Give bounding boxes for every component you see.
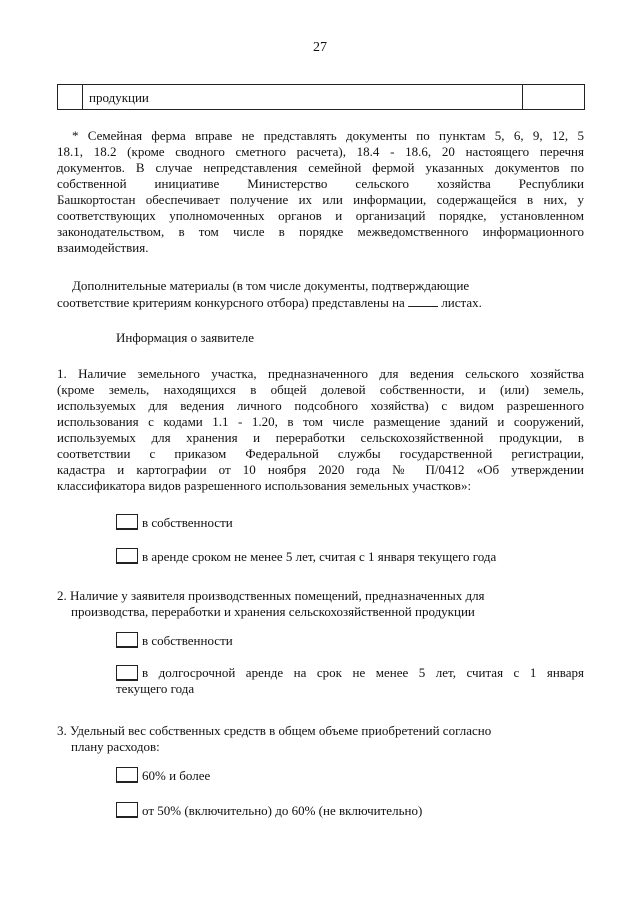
item-3-option-50-60[interactable]: [116, 802, 422, 819]
table-cell: продукции: [89, 90, 149, 105]
text-line: законодательством, в том числе в порядке межведомственного информационного: [57, 224, 584, 239]
footnote-first-line: [72, 128, 584, 144]
document-table: [57, 84, 585, 110]
text-line: производства, переработки и хранения сельскохозяйственной продукции: [71, 604, 475, 619]
text-line: документов. В случае непредставления семейной фермой указанных документов по: [57, 160, 584, 175]
text-line: (кроме земель, находящихся в общей долевой собственности, и (или) земель,: [57, 382, 584, 397]
option-label-continuation: текущего года: [116, 681, 195, 696]
text-line: Башкортостан обеспечивает получение их или информации, содержащейся в них, у: [57, 192, 584, 207]
text-line: использования с кодами 1.1 - 1.20, в том числе размещение зданий и сооружений,: [57, 414, 584, 429]
text-line: 18.1, 18.2 (кроме сводного сметного расчета), 18.4 - 18.6, 20 настоящего перечня: [57, 144, 584, 159]
item-2-text: [57, 588, 584, 620]
checkbox[interactable]: [116, 767, 138, 783]
table-divider: [82, 85, 83, 109]
text-line: 2. Наличие у заявителя производственных помещений, предназначенных для: [57, 588, 485, 603]
text-line: кадастра и картографии от 10 ноября 2020 года № П/0412 «Об утверждении: [57, 462, 584, 477]
checkbox[interactable]: [116, 802, 138, 818]
text-line: Дополнительные материалы (в том числе документы, подтверждающие: [72, 278, 470, 293]
item-1-text: [57, 366, 584, 494]
item-3-text: [57, 723, 584, 755]
text-line: собственной инициативе Министерство сельского хозяйства Республики: [57, 176, 584, 191]
text-line: соответствующих уполномоченных органов и организаций порядке, установленном: [57, 208, 584, 223]
footnote-paragraph: [57, 144, 584, 256]
option-label: в долгосрочной аренде на срок не менее 5 лет, считая с 1 января: [142, 665, 584, 680]
checkbox[interactable]: [116, 632, 138, 648]
checkbox[interactable]: [116, 665, 138, 681]
additional-materials-line: [72, 278, 542, 294]
option-label: в аренде сроком не менее 5 лет, считая с 1 января текущего года: [142, 549, 497, 564]
additional-materials-count: [57, 295, 577, 311]
option-label: в собственности: [142, 633, 233, 648]
text-line: листах.: [438, 295, 482, 310]
text-line: * Семейная ферма вправе не представлять документы по пунктам 5, 6, 9, 12, 5: [72, 128, 584, 143]
item-1-option-own[interactable]: [116, 514, 233, 531]
page-number: 27: [313, 40, 327, 55]
option-label: 60% и более: [142, 768, 211, 783]
text-line: соответствии с приказом Федеральной службы государственной регистрации,: [57, 446, 584, 461]
item-2-option-own[interactable]: [116, 632, 233, 649]
text-line: используемых для хранения и переработки сельскохозяйственной продукции, в: [57, 430, 584, 445]
checkbox[interactable]: [116, 548, 138, 564]
text-line: плану расходов:: [71, 739, 160, 754]
text-line: классификатора видов разрешенного использования земельных участков»:: [57, 478, 472, 493]
option-label: в собственности: [142, 515, 233, 530]
blank-field: [408, 295, 438, 307]
item-3-option-60-plus[interactable]: [116, 767, 210, 784]
checkbox[interactable]: [116, 514, 138, 530]
item-2-option-lease[interactable]: [116, 665, 584, 697]
text-line: 3. Удельный вес собственных средств в общем объеме приобретений согласно: [57, 723, 492, 738]
text-line: соответствие критериям конкурсного отбора) представлены на: [57, 295, 409, 310]
text-line: взаимодействия.: [57, 240, 149, 255]
text-line: 1. Наличие земельного участка, предназначенного для ведения сельского хозяйства: [57, 366, 584, 381]
section-heading: Информация о заявителе: [116, 330, 255, 345]
option-label: от 50% (включительно) до 60% (не включительно): [142, 803, 423, 818]
text-line: используемых для ведения личного подсобного хозяйства) с видом разрешенного: [57, 398, 584, 413]
item-1-option-lease[interactable]: [116, 548, 496, 565]
table-divider: [522, 85, 523, 109]
